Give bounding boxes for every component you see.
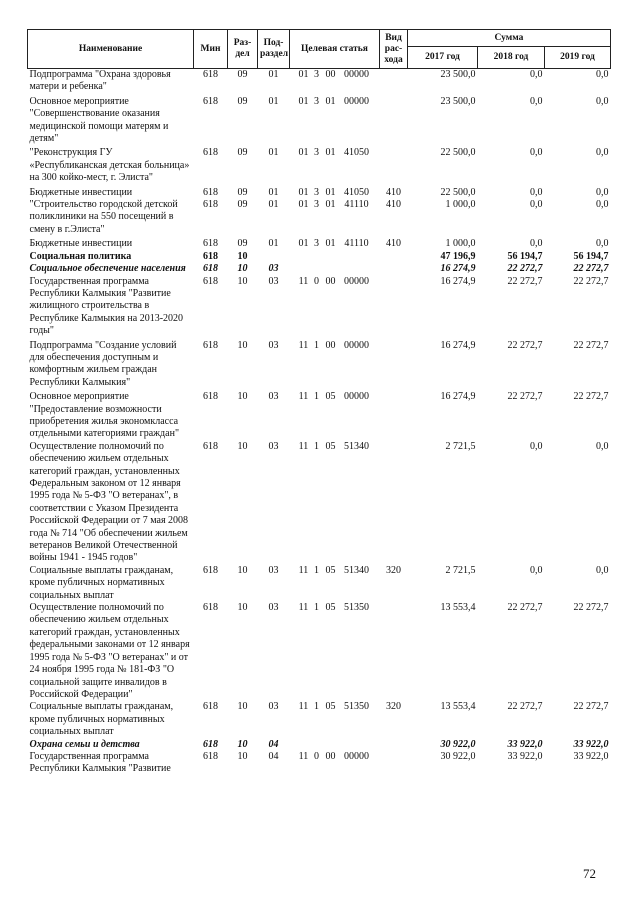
table-row (28, 251, 611, 263)
target-part: 11 (298, 440, 309, 452)
row-2019: 0,0 (596, 440, 609, 452)
row-name: Бюджетные инвестиции (29, 186, 133, 198)
row-razdel: 09 (237, 238, 248, 250)
target-part: 00 (325, 750, 336, 762)
row-podrazdel: 03 (268, 602, 279, 614)
target-part: 3 (314, 69, 319, 80)
row-podrazdel: 03 (268, 564, 279, 576)
row-name: Осуществление полномочий по обеспечению жильем отдельных категорий граждан, установленных федеральными законами от 12 января 1995 года № 5-ФЗ "О ветеранах" и от 24 ноября 1995 года № 181-ФЗ "О социальной защите инвалидов в Российской Федерации" (29, 602, 190, 700)
row-2017: 22 500,0 (440, 186, 476, 198)
row-podrazdel: 01 (268, 69, 279, 80)
target-part: 05 (325, 602, 336, 614)
target-part: 00000 (344, 750, 369, 762)
row-name: Основное мероприятие "Совершенствование оказания медицинской помощи матерям и детям" (29, 95, 169, 145)
header-razdel: Раз- дел (228, 30, 258, 69)
row-2019: 0,0 (596, 238, 609, 250)
row-2017: 16 274,9 (440, 275, 476, 287)
target-part: 11 (298, 701, 309, 713)
row-min: 618 (203, 750, 218, 762)
row-vid: 410 (386, 199, 401, 211)
header-name: Наименование (28, 30, 194, 69)
row-min: 618 (203, 564, 218, 576)
row-min: 618 (203, 69, 218, 80)
row-target (290, 236, 380, 250)
row-name: Социальное обеспечение населения (29, 263, 186, 275)
row-razdel: 10 (237, 440, 248, 452)
row-razdel: 09 (237, 147, 248, 159)
row-2017: 1 000,0 (445, 238, 476, 250)
header-2019: 2019 год (545, 47, 611, 69)
row-2018: 0,0 (530, 186, 543, 198)
row-name: Осуществление полномочий по обеспечению жильем отдельных категорий граждан, установленных Федеральным законом от 12 января 1995 года № 5-ФЗ "О ветеранах", в соответствии с Указом Президента Российской Федерации от 7 мая 2008 года № 714 "Об обеспечении жильем ветеранов Великой Отечественной войны 1941 - 1945 годов" (29, 440, 189, 564)
target-part: 01 (298, 69, 309, 80)
target-part: 01 (325, 186, 336, 198)
row-2018: 0,0 (530, 564, 543, 576)
row-2017: 2 721,5 (445, 440, 476, 452)
row-2018: 22 272,7 (507, 275, 543, 287)
row-min: 618 (203, 95, 218, 107)
target-part: 00000 (344, 275, 369, 287)
target-part: 3 (314, 95, 319, 107)
row-razdel: 09 (237, 95, 248, 107)
target-part: 11 (298, 275, 309, 287)
target-part: 3 (314, 147, 319, 159)
table-row (28, 69, 611, 94)
row-min: 618 (203, 263, 218, 275)
target-part: 01 (298, 95, 309, 107)
row-vid: 320 (386, 701, 401, 713)
row-name: Социальные выплаты гражданам, кроме публичных нормативных социальных выплат (29, 564, 174, 601)
row-2018: 22 272,7 (507, 602, 543, 614)
row-name: Подпрограмма "Создание условий для обеспечения доступным и комфортным жильем граждан Республики Калмыкия" (29, 339, 177, 388)
row-target (290, 94, 380, 146)
row-podrazdel: 04 (268, 750, 279, 762)
target-part: 1 (314, 701, 319, 713)
row-target (290, 739, 380, 751)
row-2017: 30 922,0 (440, 750, 476, 762)
table-row (28, 739, 611, 751)
row-target (290, 185, 380, 199)
row-2019: 22 272,7 (573, 391, 609, 403)
row-2017: 1 000,0 (445, 199, 476, 211)
row-name: Государственная программа Республики Калмыкия "Развитие жилищного строительства в Республике Калмыкия на 2013-2020 годы" (29, 275, 184, 337)
table-header (28, 30, 611, 69)
row-2018: 0,0 (530, 199, 543, 211)
row-2019: 0,0 (596, 95, 609, 107)
row-2017: 47 196,9 (440, 250, 476, 262)
row-2018: 0,0 (530, 95, 543, 107)
target-part: 3 (314, 238, 319, 250)
row-2018: 0,0 (530, 238, 543, 250)
row-min: 618 (203, 738, 218, 750)
row-podrazdel: 03 (268, 440, 279, 452)
table-body (28, 69, 611, 776)
row-2019: 22 272,7 (573, 263, 609, 275)
table-row (28, 701, 611, 738)
row-vid (380, 441, 408, 565)
row-podrazdel: 01 (268, 95, 279, 107)
row-min: 618 (203, 199, 218, 211)
row-2017: 16 274,9 (440, 391, 476, 403)
target-part: 11 (298, 339, 309, 351)
row-2018: 0,0 (530, 440, 543, 452)
row-target (290, 565, 380, 602)
table-row (28, 389, 611, 441)
row-2019: 56 194,7 (573, 250, 609, 262)
target-part: 01 (298, 147, 309, 159)
row-2018: 0,0 (530, 147, 543, 159)
target-part: 01 (298, 238, 309, 250)
row-target (290, 276, 380, 338)
row-vid (380, 751, 408, 776)
row-razdel: 10 (237, 275, 248, 287)
row-2017: 13 553,4 (440, 701, 476, 713)
header-2017: 2017 год (408, 47, 478, 69)
row-name: Основное мероприятие "Предоставление возможности приобретения жилья экономкласса отдельными категориями граждан" (29, 391, 180, 440)
target-part: 05 (325, 564, 336, 576)
row-2017: 2 721,5 (445, 564, 476, 576)
row-vid (380, 145, 408, 184)
row-2019: 0,0 (596, 199, 609, 211)
row-2018: 22 272,7 (507, 701, 543, 713)
row-min: 618 (203, 275, 218, 287)
row-vid (380, 251, 408, 263)
header-vid: Вид рас- хода (380, 30, 408, 69)
row-vid (380, 739, 408, 751)
row-target (290, 263, 380, 275)
row-target (290, 701, 380, 738)
target-part: 05 (325, 701, 336, 713)
row-podrazdel: 03 (268, 263, 279, 275)
target-part: 41110 (344, 199, 369, 211)
target-part: 11 (298, 750, 309, 762)
row-target (290, 389, 380, 441)
table-row (28, 145, 611, 184)
page-number: 72 (583, 866, 596, 881)
table-row (28, 565, 611, 602)
row-min: 618 (203, 440, 218, 452)
row-min: 618 (203, 250, 218, 262)
target-part: 01 (325, 95, 336, 107)
row-2017: 23 500,0 (440, 95, 476, 107)
row-name: "Реконструкция ГУ «Республиканская детская больница» на 300 койко-мест, г. Элиста" (29, 147, 190, 184)
row-razdel: 10 (237, 250, 248, 262)
target-part: 00 (325, 275, 336, 287)
row-2019: 0,0 (596, 147, 609, 159)
row-target (290, 145, 380, 184)
row-vid (380, 389, 408, 441)
row-2018: 22 272,7 (507, 263, 543, 275)
row-2019: 33 922,0 (573, 738, 609, 750)
row-2019: 0,0 (596, 186, 609, 198)
row-name: Охрана семьи и детства (29, 738, 140, 750)
row-podrazdel: 01 (268, 147, 279, 159)
table-row (28, 199, 611, 236)
row-vid (380, 69, 408, 94)
row-razdel: 10 (237, 391, 248, 403)
table-row (28, 236, 611, 250)
row-min: 618 (203, 391, 218, 403)
header-min: Мин (194, 30, 228, 69)
row-2018: 22 272,7 (507, 339, 543, 351)
table-row (28, 263, 611, 275)
row-2019: 33 922,0 (573, 750, 609, 762)
row-vid (380, 263, 408, 275)
target-part: 00000 (344, 69, 369, 80)
target-part: 01 (298, 199, 309, 211)
target-part: 00000 (344, 95, 369, 107)
target-part: 41110 (344, 238, 369, 250)
table-row (28, 751, 611, 776)
target-part: 01 (298, 186, 309, 198)
row-razdel: 10 (237, 738, 248, 750)
row-2017: 16 274,9 (440, 263, 476, 275)
target-part: 11 (298, 564, 309, 576)
row-min: 618 (203, 602, 218, 614)
row-2018: 33 922,0 (507, 750, 543, 762)
row-min: 618 (203, 339, 218, 351)
target-part: 51340 (344, 440, 369, 452)
target-part: 00 (325, 69, 336, 80)
target-part: 00000 (344, 391, 369, 403)
target-part: 3 (314, 199, 319, 211)
row-target (290, 199, 380, 236)
row-vid: 320 (386, 564, 401, 576)
target-part: 11 (298, 602, 309, 614)
row-2017: 30 922,0 (440, 738, 476, 750)
row-podrazdel: 01 (268, 238, 279, 250)
target-part: 51340 (344, 564, 369, 576)
header-target: Целевая статья (290, 30, 380, 69)
row-razdel: 10 (237, 750, 248, 762)
row-razdel: 09 (237, 186, 248, 198)
budget-table (27, 29, 611, 776)
row-vid: 410 (386, 186, 401, 198)
row-2017: 13 553,4 (440, 602, 476, 614)
row-target (290, 338, 380, 390)
row-target (290, 251, 380, 263)
target-part: 1 (314, 564, 319, 576)
row-2019: 22 272,7 (573, 275, 609, 287)
row-vid (380, 94, 408, 146)
target-part: 01 (325, 147, 336, 159)
target-part: 1 (314, 602, 319, 614)
row-min: 618 (203, 701, 218, 713)
row-2019: 22 272,7 (573, 701, 609, 713)
target-part: 41050 (344, 147, 369, 159)
row-min: 618 (203, 147, 218, 159)
target-part: 0 (314, 750, 319, 762)
row-2017: 22 500,0 (440, 147, 476, 159)
target-part: 01 (325, 199, 336, 211)
header-sum: Сумма (408, 30, 611, 47)
row-name: Государственная программа Республики Калмыкия "Развитие (29, 750, 171, 775)
row-2019: 22 272,7 (573, 339, 609, 351)
row-podrazdel: 01 (268, 199, 279, 211)
row-podrazdel: 03 (268, 391, 279, 403)
row-2019: 0,0 (596, 564, 609, 576)
target-part: 1 (314, 391, 319, 403)
target-part: 11 (298, 391, 309, 403)
table-row (28, 94, 611, 146)
row-target (290, 441, 380, 565)
row-podrazdel: 03 (268, 339, 279, 351)
row-2018: 56 194,7 (507, 250, 543, 262)
target-part: 01 (325, 238, 336, 250)
table-row (28, 602, 611, 701)
row-2019: 0,0 (596, 69, 609, 80)
row-razdel: 10 (237, 564, 248, 576)
target-part: 05 (325, 391, 336, 403)
row-2018: 33 922,0 (507, 738, 543, 750)
row-razdel: 10 (237, 701, 248, 713)
row-target (290, 69, 380, 94)
row-2017: 23 500,0 (440, 69, 476, 80)
row-2018: 0,0 (530, 69, 543, 80)
row-2017: 16 274,9 (440, 339, 476, 351)
row-vid (380, 602, 408, 701)
row-razdel: 10 (237, 602, 248, 614)
target-part: 1 (314, 339, 319, 351)
row-name: Подпрограмма "Охрана здоровья матери и ребенка" (29, 69, 171, 93)
row-name: Бюджетные инвестиции (29, 238, 133, 250)
row-podrazdel: 04 (268, 738, 279, 750)
row-vid (380, 338, 408, 390)
row-podrazdel: 01 (268, 186, 279, 198)
row-name: Социальные выплаты гражданам, кроме публичных нормативных социальных выплат (29, 701, 174, 738)
header-2018: 2018 год (478, 47, 545, 69)
row-razdel: 10 (237, 339, 248, 351)
row-podrazdel (258, 251, 290, 263)
row-razdel: 09 (237, 199, 248, 211)
row-podrazdel: 03 (268, 701, 279, 713)
target-part: 3 (314, 186, 319, 198)
target-part: 51350 (344, 701, 369, 713)
target-part: 41050 (344, 186, 369, 198)
target-part: 00000 (344, 339, 369, 351)
row-2019: 22 272,7 (573, 602, 609, 614)
target-part: 05 (325, 440, 336, 452)
table-row (28, 276, 611, 338)
row-name: Социальная политика (29, 250, 132, 262)
row-razdel: 10 (237, 263, 248, 275)
table-row (28, 185, 611, 199)
target-part: 0 (314, 275, 319, 287)
row-podrazdel: 03 (268, 275, 279, 287)
row-name: "Строительство городской детской поликлиники на 550 посещений в смену в г.Элиста" (29, 199, 178, 235)
target-part: 00 (325, 339, 336, 351)
row-2018: 22 272,7 (507, 391, 543, 403)
table-row (28, 338, 611, 390)
target-part: 51350 (344, 602, 369, 614)
row-min: 618 (203, 238, 218, 250)
row-target (290, 751, 380, 776)
row-vid: 410 (386, 238, 401, 250)
row-min: 618 (203, 186, 218, 198)
target-part: 1 (314, 440, 319, 452)
row-target (290, 602, 380, 701)
row-razdel: 09 (237, 69, 248, 80)
row-vid (380, 276, 408, 338)
header-podrazdel: Под- раздел (258, 30, 290, 69)
table-row (28, 441, 611, 565)
